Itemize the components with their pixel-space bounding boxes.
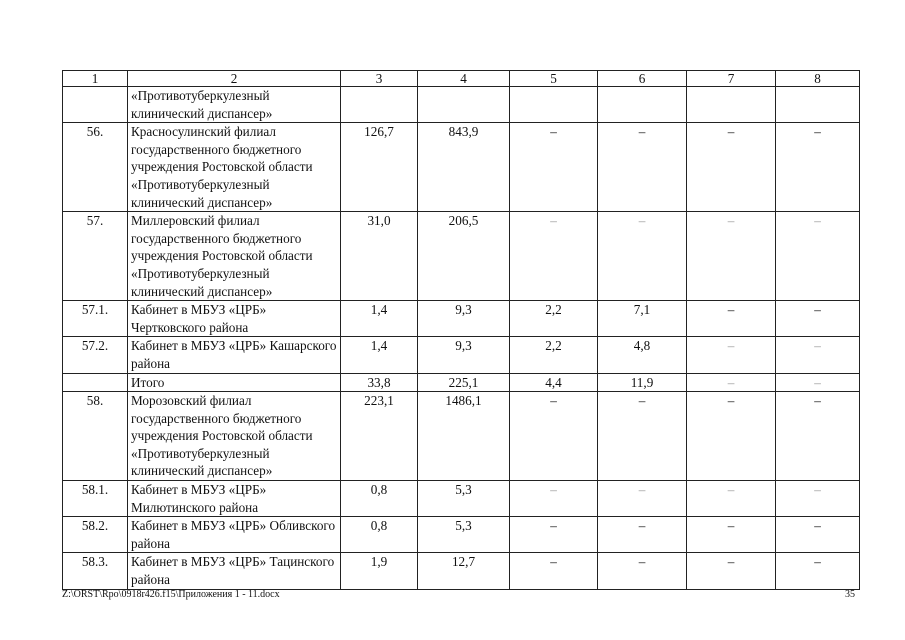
row-number: 56.: [63, 123, 128, 212]
cell-c5: –: [510, 553, 598, 589]
cell-c7: –: [687, 481, 776, 517]
cell-c7: –: [687, 392, 776, 481]
header-cell-8: 8: [776, 71, 860, 87]
row-number: 58.1.: [63, 481, 128, 517]
cell-c4: 12,7: [418, 553, 510, 589]
cell-c3: [341, 87, 418, 123]
cell-c4: 206,5: [418, 212, 510, 301]
cell-c5: 4,4: [510, 373, 598, 392]
table-row: [63, 553, 860, 589]
cell-c4: 9,3: [418, 337, 510, 373]
cell-c6: –: [598, 517, 687, 553]
cell-c5: 2,2: [510, 301, 598, 337]
cell-c6: –: [598, 553, 687, 589]
cell-c6: –: [598, 481, 687, 517]
cell-c5: 2,2: [510, 337, 598, 373]
cell-c7: –: [687, 337, 776, 373]
row-number: 57.: [63, 212, 128, 301]
cell-c3: 33,8: [341, 373, 418, 392]
cell-c8: –: [776, 337, 860, 373]
cell-c7: –: [687, 212, 776, 301]
cell-c4: 843,9: [418, 123, 510, 212]
cell-c5: –: [510, 392, 598, 481]
row-name: Миллеровский филиал государственного бюджетного учреждения Ростовской области «Противотуберкулезный клинический диспансер»: [128, 212, 341, 301]
row-name: Красносулинский филиал государственного бюджетного учреждения Ростовской области «Противотуберкулезный клинический диспансер»: [128, 123, 341, 212]
cell-c7: –: [687, 123, 776, 212]
page-number: 35: [845, 589, 855, 600]
table-row: [63, 123, 860, 212]
header-cell-6: 6: [598, 71, 687, 87]
cell-c6: [598, 87, 687, 123]
row-number: [63, 87, 128, 123]
row-number: 57.1.: [63, 301, 128, 337]
cell-c3: 31,0: [341, 212, 418, 301]
cell-c3: 223,1: [341, 392, 418, 481]
cell-c7: –: [687, 373, 776, 392]
footer-file-path: Z:\ORST\Rpo\0918r426.f15\Приложения 1 - 11.docx: [62, 589, 280, 600]
cell-c4: [418, 87, 510, 123]
table-row: [63, 337, 860, 373]
cell-c5: –: [510, 123, 598, 212]
table-row: [63, 212, 860, 301]
row-name: Кабинет в МБУЗ «ЦРБ» Кашарского района: [128, 337, 341, 373]
cell-c5: –: [510, 481, 598, 517]
row-name: Кабинет в МБУЗ «ЦРБ» Чертковского района: [128, 301, 341, 337]
cell-c6: 4,8: [598, 337, 687, 373]
cell-c6: 7,1: [598, 301, 687, 337]
cell-c4: 1486,1: [418, 392, 510, 481]
table-row: [63, 301, 860, 337]
cell-c8: [776, 87, 860, 123]
cell-c4: 9,3: [418, 301, 510, 337]
header-cell-7: 7: [687, 71, 776, 87]
table-row: [63, 373, 860, 392]
cell-c6: –: [598, 123, 687, 212]
cell-c3: 1,4: [341, 301, 418, 337]
row-number: 57.2.: [63, 337, 128, 373]
cell-c5: –: [510, 212, 598, 301]
cell-c4: 5,3: [418, 481, 510, 517]
row-number: 58.2.: [63, 517, 128, 553]
cell-c8: –: [776, 373, 860, 392]
cell-c8: –: [776, 212, 860, 301]
row-number: [63, 373, 128, 392]
cell-c7: [687, 87, 776, 123]
row-number: 58.: [63, 392, 128, 481]
cell-c3: 1,4: [341, 337, 418, 373]
header-cell-1: 1: [63, 71, 128, 87]
header-row: [63, 71, 860, 87]
cell-c3: 0,8: [341, 517, 418, 553]
table-row: [63, 481, 860, 517]
cell-c8: –: [776, 553, 860, 589]
row-name: Кабинет в МБУЗ «ЦРБ» Обливского района: [128, 517, 341, 553]
row-name: Кабинет в МБУЗ «ЦРБ» Милютинского района: [128, 481, 341, 517]
cell-c4: 225,1: [418, 373, 510, 392]
table-row: [63, 517, 860, 553]
cell-c3: 1,9: [341, 553, 418, 589]
header-cell-3: 3: [341, 71, 418, 87]
cell-c7: –: [687, 553, 776, 589]
cell-c6: –: [598, 392, 687, 481]
row-number: 58.3.: [63, 553, 128, 589]
cell-c4: 5,3: [418, 517, 510, 553]
row-name: Итого: [128, 373, 341, 392]
header-cell-4: 4: [418, 71, 510, 87]
cell-c8: –: [776, 392, 860, 481]
cell-c8: –: [776, 123, 860, 212]
cell-c5: [510, 87, 598, 123]
cell-c6: 11,9: [598, 373, 687, 392]
table-row: [63, 392, 860, 481]
table-row: [63, 87, 860, 123]
cell-c8: –: [776, 481, 860, 517]
cell-c3: 126,7: [341, 123, 418, 212]
data-table: [62, 70, 860, 590]
cell-c6: –: [598, 212, 687, 301]
row-name: Морозовский филиал государственного бюджетного учреждения Ростовской области «Противотуберкулезный клинический диспансер»: [128, 392, 341, 481]
header-cell-2: 2: [128, 71, 341, 87]
header-cell-5: 5: [510, 71, 598, 87]
cell-c8: –: [776, 301, 860, 337]
cell-c7: –: [687, 517, 776, 553]
row-name: Кабинет в МБУЗ «ЦРБ» Тацинского района: [128, 553, 341, 589]
cell-c3: 0,8: [341, 481, 418, 517]
cell-c8: –: [776, 517, 860, 553]
cell-c5: –: [510, 517, 598, 553]
cell-c7: –: [687, 301, 776, 337]
row-name: «Противотуберкулезный клинический диспансер»: [128, 87, 341, 123]
